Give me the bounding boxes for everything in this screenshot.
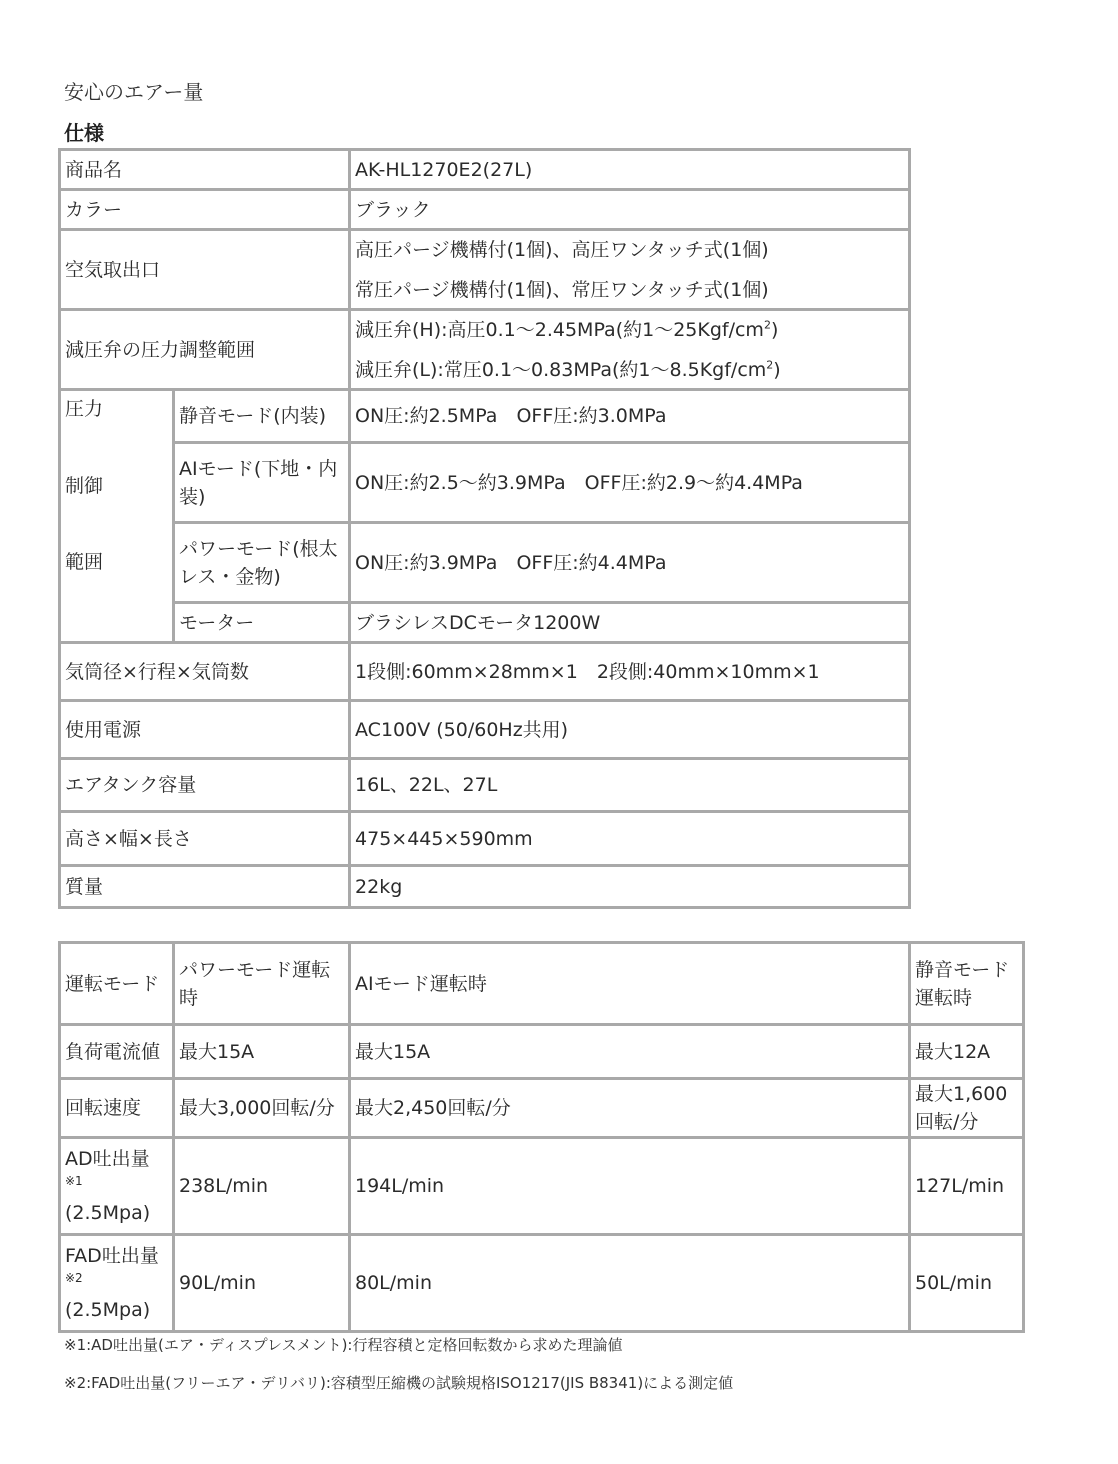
- mode-header-row: [60, 943, 1024, 1025]
- spec-row-control-ai: [60, 443, 910, 523]
- spec-row-pressure-range: [60, 310, 910, 390]
- value-line: [355, 316, 904, 344]
- spec-label: 減圧弁の圧力調整範囲: [60, 310, 350, 390]
- mode-row-speed: [60, 1079, 1024, 1138]
- mode-cell-ai: 最大2,450回転/分: [350, 1079, 910, 1138]
- mode-cell-power: 238L/min: [174, 1138, 350, 1235]
- mode-row-label: [60, 1235, 174, 1332]
- spec-label: 商品名: [60, 150, 350, 190]
- spec-row-dimensions: [60, 812, 910, 866]
- mode-cell-ai: 194L/min: [350, 1138, 910, 1235]
- mode-cell-power: 最大3,000回転/分: [174, 1079, 350, 1138]
- spec-label: 空気取出口: [60, 230, 350, 310]
- mode-header-power: パワーモード運転時: [174, 943, 350, 1025]
- spec-value: ブラック: [350, 190, 910, 230]
- mode-row-label: 回転速度: [60, 1079, 174, 1138]
- mode-row-label: 負荷電流値: [60, 1025, 174, 1079]
- spec-heading: 仕様: [64, 121, 104, 145]
- spec-value: 475×445×590mm: [350, 812, 910, 866]
- mode-label: 静音モード(内装): [174, 390, 350, 443]
- row-label-text: AD吐出量: [65, 1148, 150, 1170]
- mode-row-ad: [60, 1138, 1024, 1235]
- spec-label: 質量: [60, 866, 350, 908]
- value-line: [355, 356, 904, 384]
- spec-label: 使用電源: [60, 701, 350, 759]
- spec-row-product-name: [60, 150, 910, 190]
- mode-label: パワーモード(根太レス・金物): [174, 523, 350, 603]
- mode-header-label: 運転モード: [60, 943, 174, 1025]
- mode-row-label: [60, 1138, 174, 1235]
- mode-label: AIモード(下地・内装): [174, 443, 350, 523]
- mode-row-load-current: [60, 1025, 1024, 1079]
- spec-row-weight: [60, 866, 910, 908]
- note-mark: ※1: [65, 1174, 83, 1188]
- line-gap: [65, 1189, 168, 1199]
- mode-cell-ai: 最大15A: [350, 1025, 910, 1079]
- mode-cell-power: 90L/min: [174, 1235, 350, 1332]
- spec-value: 1段側:60mm×28mm×1 2段側:40mm×10mm×1: [350, 643, 910, 701]
- spec-value: ON圧:約2.5MPa OFF圧:約3.0MPa: [350, 390, 910, 443]
- spec-value: 22kg: [350, 866, 910, 908]
- spec-label: 気筒径×行程×気筒数: [60, 643, 350, 701]
- spec-row-air-outlet: [60, 230, 910, 310]
- value-line: 常圧パージ機構付(1個)、常圧ワンタッチ式(1個): [355, 278, 769, 301]
- page-heading: 安心のエアー量: [64, 80, 204, 104]
- control-label-stack: [65, 391, 168, 629]
- mode-cell-power: 最大15A: [174, 1025, 350, 1079]
- spec-value: [350, 310, 910, 390]
- spec-row-color: [60, 190, 910, 230]
- value-text: ): [770, 318, 779, 341]
- spec-row-tank: [60, 759, 910, 812]
- spec-row-control-motor: [60, 603, 910, 643]
- spec-row-cylinder: [60, 643, 910, 701]
- mode-label: モーター: [174, 603, 350, 643]
- control-label: 制御: [65, 474, 104, 497]
- spec-table: [58, 148, 911, 909]
- superscript: 2: [763, 318, 771, 332]
- row-label-pressure: (2.5Mpa): [65, 1299, 151, 1321]
- control-label: 範囲: [65, 551, 104, 574]
- line-gap: [355, 344, 904, 356]
- footnote-1: ※1:AD吐出量(エア・ディスプレスメント):行程容積と定格回転数から求めた理論値: [64, 1336, 623, 1354]
- control-label: 圧力: [65, 398, 104, 420]
- spec-value: ON圧:約2.5～約3.9MPa OFF圧:約2.9～約4.4MPa: [350, 443, 910, 523]
- mode-row-fad: [60, 1235, 1024, 1332]
- mode-table: [58, 941, 1025, 1333]
- mode-cell-quiet: 最大12A: [910, 1025, 1024, 1079]
- spec-value: ブラシレスDCモータ1200W: [350, 603, 910, 643]
- value-text: ): [773, 358, 781, 381]
- row-label-pressure: (2.5Mpa): [65, 1202, 151, 1224]
- spec-label: エアタンク容量: [60, 759, 350, 812]
- control-label-cell: [60, 390, 174, 643]
- mode-cell-quiet: 50L/min: [910, 1235, 1024, 1332]
- mode-cell-quiet: 127L/min: [910, 1138, 1024, 1235]
- mode-cell-quiet: 最大1,600回転/分: [910, 1079, 1024, 1138]
- spec-row-control-power: [60, 523, 910, 603]
- value-line: 高圧パージ機構付(1個)、高圧ワンタッチ式(1個): [355, 238, 769, 261]
- mode-header-ai: AIモード運転時: [350, 943, 910, 1025]
- spec-value: 16L、22L、27L: [350, 759, 910, 812]
- spec-label: 高さ×幅×長さ: [60, 812, 350, 866]
- superscript: 2: [766, 358, 774, 372]
- spec-value: AC100V (50/60Hz共用): [350, 701, 910, 759]
- spec-value: ON圧:約3.9MPa OFF圧:約4.4MPa: [350, 523, 910, 603]
- line-gap: [355, 264, 904, 276]
- row-label-text: FAD吐出量: [65, 1245, 159, 1267]
- value-text: 減圧弁(L):常圧0.1～0.83MPa(約1～8.5Kgf/cm: [355, 358, 767, 381]
- spec-label: カラー: [60, 190, 350, 230]
- footnote-2: ※2:FAD吐出量(フリーエア・デリバリ):容積型圧縮機の試験規格ISO1217(JIS B8341)による測定値: [64, 1374, 734, 1392]
- line-gap: [65, 1286, 168, 1296]
- note-mark: ※2: [65, 1271, 83, 1285]
- value-text: 減圧弁(H):高圧0.1～2.45MPa(約1～25Kgf/cm: [355, 318, 764, 341]
- spec-value: [350, 230, 910, 310]
- spec-row-power-source: [60, 701, 910, 759]
- spec-value: AK-HL1270E2(27L): [350, 150, 910, 190]
- mode-cell-ai: 80L/min: [350, 1235, 910, 1332]
- mode-header-quiet: 静音モード運転時: [910, 943, 1024, 1025]
- spec-row-control-quiet: [60, 390, 910, 443]
